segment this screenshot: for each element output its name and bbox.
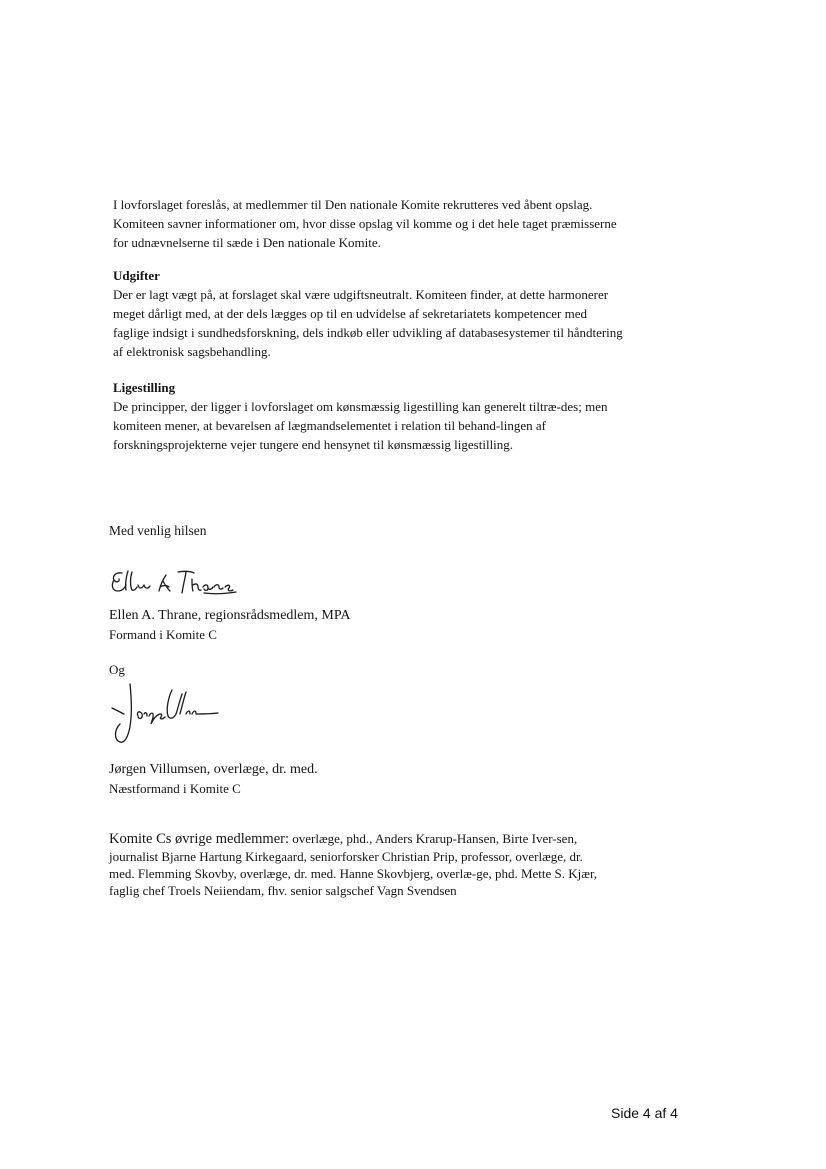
section-ligestilling (113, 378, 623, 454)
intro-paragraph: I lovforslaget foreslås, at medlemmer til Den nationale Komite rekrutteres ved åbent opslag. Komiteen savner informationer om, hvor disse opslag vil komme og i det hele taget præmisserne for udnævnelserne til sæde i Den nationale Komite. (113, 197, 617, 250)
closing-greeting: Med venlig hilsen (109, 523, 207, 538)
committee-members-paragraph (109, 830, 609, 899)
section-body: Der er lagt vægt på, at forslaget skal være udgiftsneutralt. Komiteen finder, at dette harmonerer meget dårligt med, at der dels lægges op til en udvidelse af sekretariatets kompetencer med faglige indsigt i sundhedsforskning, dels indkøb eller udvikling af databasesystemer til håndtering af elektronisk sagsbehandling. (113, 287, 623, 359)
section-udgifter (113, 266, 623, 361)
signatory-2-role: Næstformand i Komite C (109, 781, 241, 796)
section-heading: Ligestilling (113, 380, 176, 395)
members-list: overlæge, phd., Anders Krarup-Hansen, Birte Iver-sen, journalist Bjarne Hartung Kirkegaard, seniorforsker Christian Prip, professor, overlæge, dr. med. Flemming Skovby, overlæge, dr. med. Hanne Skovbjerg, overlæ-ge, phd. Mette S. Kjær, faglig chef Troels Neiiendam, fhv. senior salgschef Vagn Svendsen (109, 831, 598, 898)
signatory-1-role: Formand i Komite C (109, 627, 217, 642)
members-lead: Komite Cs øvrige medlemmer: (109, 831, 290, 847)
signatory-2-name: Jørgen Villumsen, overlæge, dr. med. (109, 762, 318, 777)
signatory-1-name: Ellen A. Thrane, regionsrådsmedlem, MPA (109, 608, 351, 623)
signature-jorgen-villumsen-icon (110, 680, 230, 750)
conjunction-text: Og (109, 662, 125, 677)
section-heading: Udgifter (113, 268, 160, 283)
signature-ellen-thrane-icon (108, 567, 248, 597)
page-number: Side 4 af 4 (611, 1105, 678, 1121)
section-body: De principper, der ligger i lovforslaget om kønsmæssig ligestilling kan generelt tiltræ-des; men komiteen mener, at bevarelsen af lægmandselementet i relation til behand-lingen af forskningsprojekterne vejer tungere end hensynet til kønsmæssig ligestilling. (113, 399, 608, 452)
